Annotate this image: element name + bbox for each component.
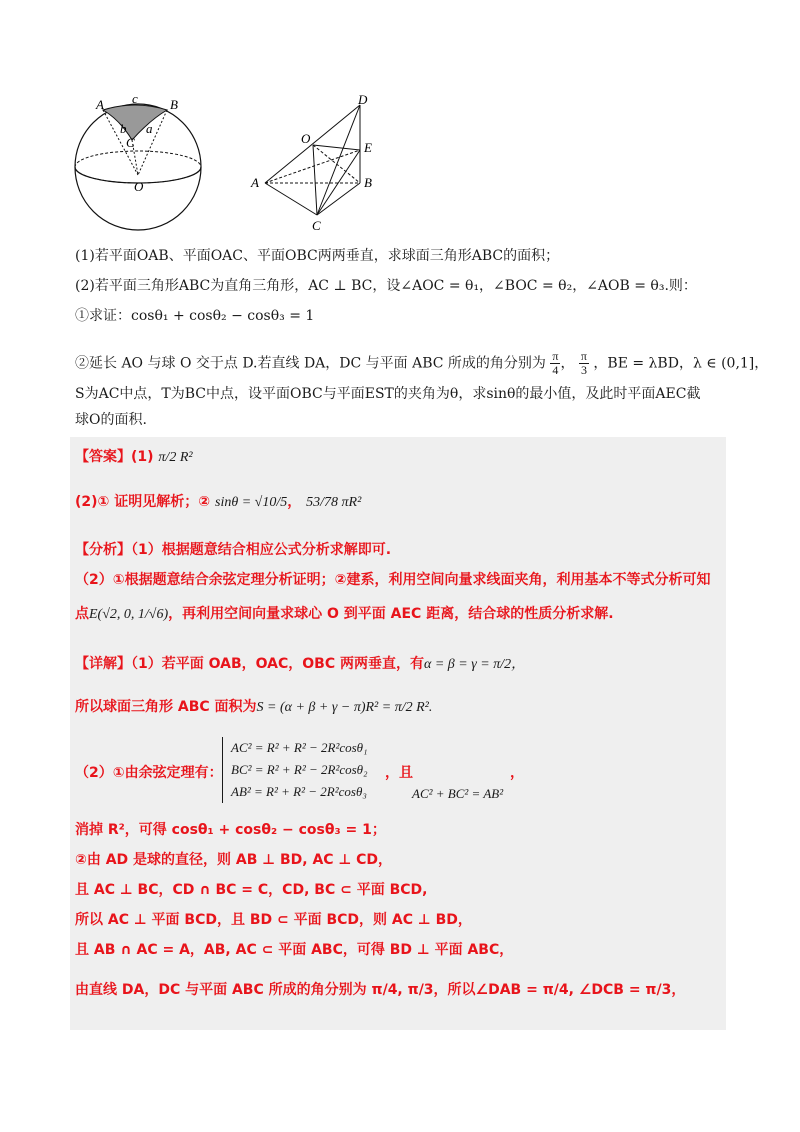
sphere-label-b: B: [170, 97, 178, 112]
detail-line-3: （2）①由余弦定理有：: [75, 765, 223, 781]
detail-line-6: 且 AC ⊥ BC，CD ∩ BC = C，CD, BC ⊂ 平面 BCD,: [75, 882, 428, 898]
question-part-2-2-line2: S为AC中点，T为BC中点，设平面OBC与平面EST的夹角为θ，求sinθ的最小值，及此时平面AEC截: [75, 386, 701, 402]
detail-2-text: 所以球面三角形 ABC 面积为: [75, 699, 257, 715]
detail-line-7: 所以 AC ⊥ 平面 BCD，且 BD ⊂ 平面 BCD，则 AC ⊥ BD，: [75, 912, 472, 928]
sphere-label-c-lower: c: [132, 95, 138, 106]
detail-1-equation: α = β = γ = π/2，: [424, 657, 526, 672]
tetra-label-e: E: [364, 140, 372, 155]
question-part-2-1: ①求证：cosθ₁ + cosθ₂ − cosθ₃ = 1: [75, 308, 315, 324]
analysis-line-3: [75, 604, 614, 625]
detail-3-and: ，且: [385, 765, 413, 781]
cosine-system: [222, 737, 368, 803]
answer-1-value: π/2 R²: [158, 450, 193, 465]
sphere-label-c: C: [126, 135, 135, 150]
sphere-label-o: O: [134, 179, 144, 194]
detail-1-text: 【详解】（1）若平面 OAB，OAC，OBC 两两垂直，有: [75, 656, 425, 672]
sphere-figure: [70, 95, 210, 235]
question-part-2-2-line1: ②延长 AO 与球 O 交于点 D.若直线 DA，DC 与平面 ABC 所成的角分别为 $\frac{\pi}{4}$ ， $\frac{\pi}{3}$ ，BE = λBD，λ ∈ (0,1]，: [75, 349, 769, 377]
question-part-1: (1)若平面OAB、平面OAC、平面OBC两两垂直，求球面三角形ABC的面积；: [75, 248, 560, 264]
analysis-line-1: 【分析】（1）根据题意结合相应公式分析求解即可.: [75, 542, 392, 558]
detail-line-2: [75, 697, 432, 718]
tetra-label-d: D: [358, 95, 368, 107]
question-part-2: (2)若平面三角形ABC为直角三角形，AC ⊥ BC，设∠AOC = θ₁，∠BOC = θ₂，∠AOB = θ₃.则：: [75, 278, 697, 294]
analysis-point-label: 点: [75, 606, 89, 622]
angle-pi-over-4: $\frac{\pi}{4}$: [552, 349, 559, 377]
tetra-label-a: A: [251, 175, 259, 190]
tetra-label-b: B: [364, 175, 372, 190]
answer-line-1: [75, 447, 193, 468]
detail-line-1: [75, 654, 525, 675]
question-part-2-2-text: ②延长 AO 与球 O 交于点 D.若直线 DA，DC 与平面 ABC 所成的角分别为: [75, 355, 546, 372]
question-part-2-2-tail: ，BE = λBD，λ ∈ (0,1]，: [593, 355, 769, 372]
angle-pi-over-3: $\frac{\pi}{3}$: [580, 349, 587, 377]
detail-line-4: 消掉 R²，可得 cosθ₁ + cosθ₂ − cosθ₃ = 1；: [75, 822, 386, 838]
tetra-label-c: C: [312, 218, 321, 233]
sphere-label-a: A: [96, 97, 104, 112]
sphere-label-a-lower: a: [146, 121, 153, 136]
answer-2-label: (2)① 证明见解析；②: [75, 494, 211, 510]
answer-line-2: (2)① 证明见解析；② sinθ = √10/5， 53/78 πR²: [75, 494, 362, 510]
tetrahedron-figure: [245, 95, 385, 235]
detail-line-8: 且 AB ∩ AC = A，AB, AC ⊂ 平面 ABC，可得 BD ⊥ 平面 ABC，: [75, 942, 514, 958]
analysis-line-3-tail: ，再利用空间向量求球心 O 到平面 AEC 距离，结合球的性质分析求解.: [168, 606, 614, 622]
answer-2-sin: sinθ = √10/5: [215, 495, 288, 510]
system-eq-1: AC² = R² + R² − 2R²cosθ₁: [231, 740, 368, 755]
analysis-line-2: （2）①根据题意结合余弦定理分析证明；②建系，利用空间向量求线面夹角，利用基本不等式分析可知: [75, 572, 711, 588]
detail-line-9: 由直线 DA，DC 与平面 ABC 所成的角分别为 π/4, π/3，所以∠DAB = π/4, ∠DCB = π/3，: [75, 982, 686, 998]
detail-2-equation: S = (α + β + γ − π)R² = π/2 R².: [256, 700, 433, 715]
question-part-2-2-line3: 球O的面积.: [75, 412, 147, 428]
pythagoras-equation: AC² + BC² = AB²: [412, 786, 504, 801]
answer-2-area: 53/78 πR²: [306, 495, 362, 510]
sphere-label-b-lower: b: [120, 121, 127, 136]
answer-label: 【答案】(1): [75, 449, 154, 465]
tetra-label-o: O: [301, 131, 311, 146]
detail-3-comma: ，: [510, 765, 524, 781]
system-eq-3: AB² = R² + R² − 2R²cosθ₃: [231, 784, 367, 799]
detail-line-5: ②由 AD 是球的直径，则 AB ⊥ BD, AC ⊥ CD，: [75, 852, 393, 868]
analysis-point-e: E(√2, 0, 1/√6): [89, 607, 169, 622]
system-eq-2: BC² = R² + R² − 2R²cosθ₂: [231, 762, 368, 777]
